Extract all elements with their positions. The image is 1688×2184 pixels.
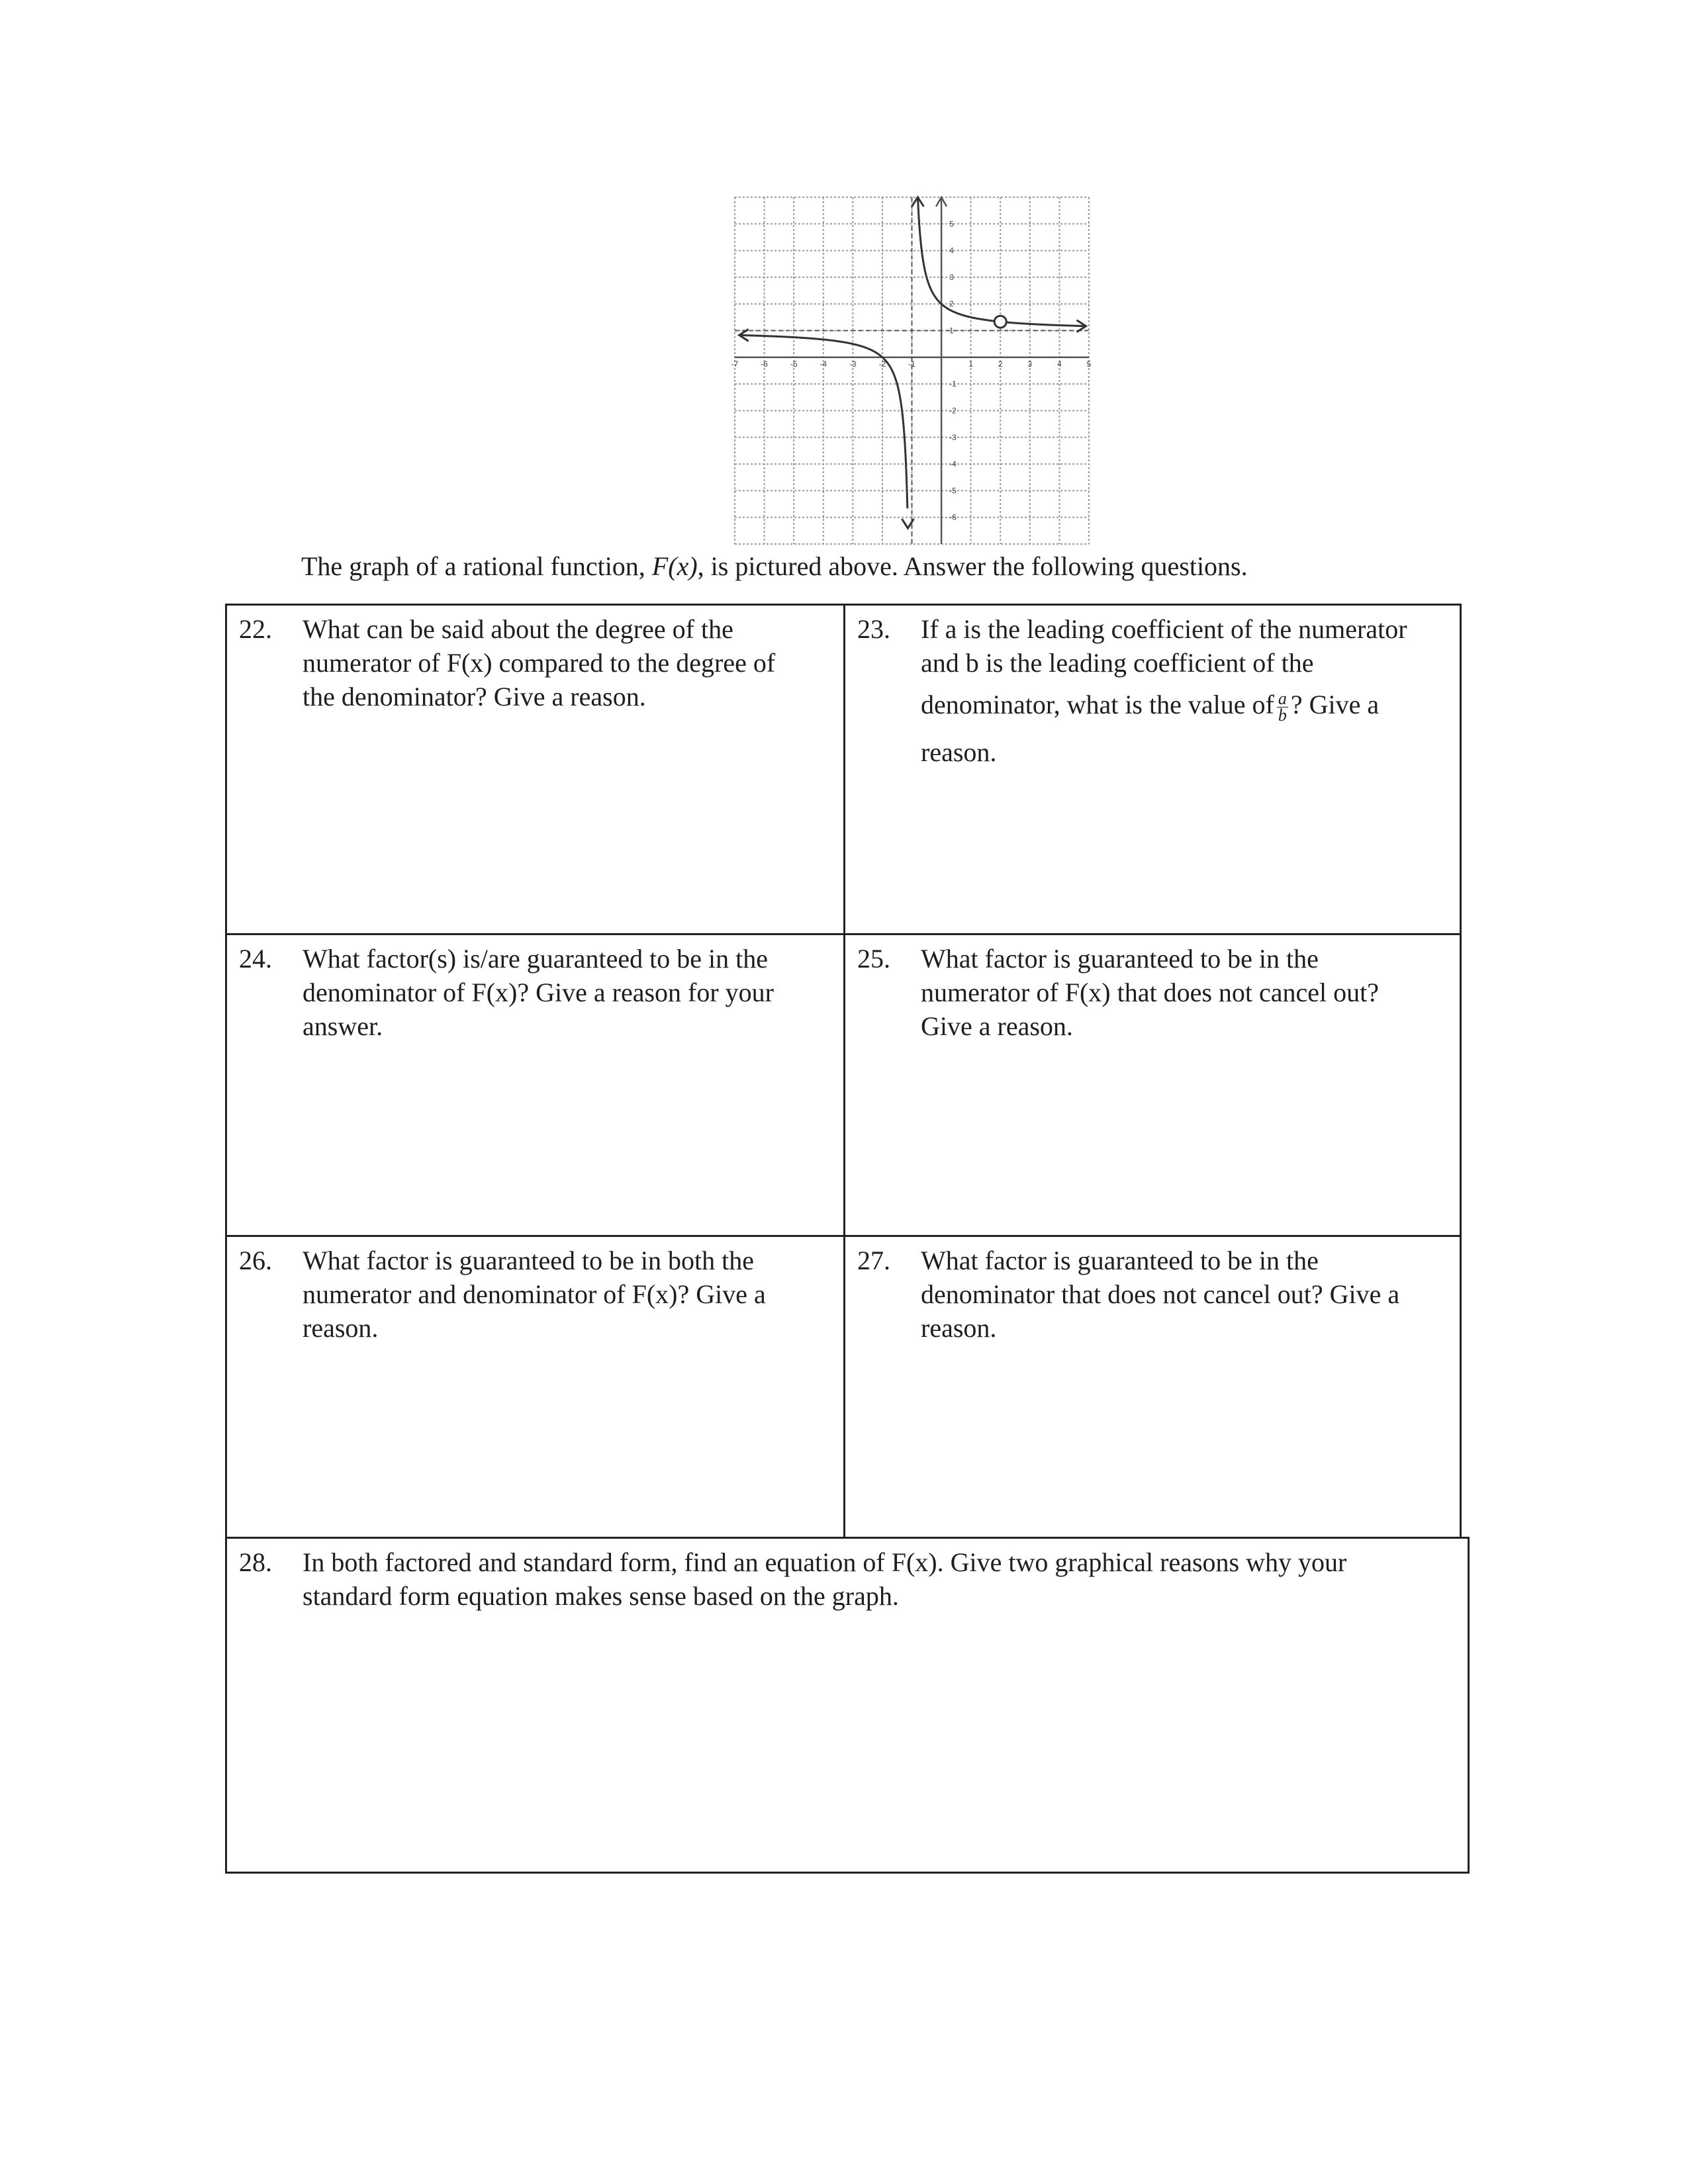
question-line: What can be said about the degree of the — [303, 614, 733, 644]
hole-open-circle — [994, 316, 1006, 328]
question-cell-25[interactable] — [843, 933, 1462, 1235]
y-tick-label: -5 — [949, 486, 957, 496]
question-line: numerator of F(x) compared to the degree of — [303, 648, 776, 678]
x-tick-label: -5 — [790, 359, 798, 369]
x-tick-label: -7 — [731, 359, 739, 369]
x-tick-label: 1 — [968, 359, 974, 369]
caption-prefix: The graph of a rational function, — [301, 551, 645, 581]
x-tick-label: 3 — [1027, 359, 1033, 369]
question-line: What factor is guaranteed to be in the — [921, 944, 1319, 974]
y-tick-label: 3 — [949, 272, 954, 282]
question-number: 22. — [239, 614, 272, 644]
question-text: ? Give a — [1290, 690, 1380, 719]
question-line: reason. — [921, 737, 997, 768]
question-line: Give a reason. — [921, 1011, 1073, 1041]
question-line: reason. — [303, 1313, 379, 1343]
x-tick-label: 2 — [998, 359, 1003, 369]
question-cell-22[interactable] — [225, 604, 843, 933]
question-number: 28. — [239, 1547, 272, 1577]
question-cell-24[interactable] — [225, 933, 843, 1235]
question-line: reason. — [921, 1313, 997, 1343]
right-branch-curve — [917, 197, 1086, 326]
y-tick-label: 1 — [949, 326, 954, 336]
question-line: What factor is guaranteed to be in both the — [303, 1246, 754, 1275]
graph-caption — [301, 551, 1248, 582]
x-tick-label: 5 — [1086, 359, 1092, 369]
y-tick-label: -2 — [949, 406, 957, 416]
rational-function-graph — [728, 192, 1099, 549]
question-line: numerator of F(x) that does not cancel out? — [921, 978, 1379, 1007]
question-line: denominator of F(x)? Give a reason for your — [303, 978, 774, 1007]
question-line: What factor is guaranteed to be in the — [921, 1246, 1319, 1275]
x-tick-label: -2 — [878, 359, 886, 369]
y-tick-label: 2 — [949, 299, 954, 309]
question-cell-27[interactable] — [843, 1235, 1462, 1537]
x-tick-label: -6 — [761, 359, 768, 369]
question-line: In both factored and standard form, find an equation of F(x). Give two graphical reasons why your — [303, 1547, 1347, 1577]
question-cell-26[interactable] — [225, 1235, 843, 1537]
question-number: 24. — [239, 944, 272, 974]
question-line: answer. — [303, 1011, 383, 1041]
caption-function: F(x) — [651, 551, 698, 581]
y-tick-label: 5 — [949, 219, 954, 229]
x-tick-label: -4 — [820, 359, 827, 369]
y-tick-label: 4 — [949, 246, 954, 255]
question-number: 27. — [857, 1246, 890, 1275]
question-number: 26. — [239, 1246, 272, 1275]
question-line: denominator that does not cancel out? Give a — [921, 1279, 1400, 1309]
fraction-numerator: a — [1278, 689, 1287, 709]
x-tick-label: -1 — [908, 359, 915, 369]
y-tick-label: -3 — [949, 432, 957, 442]
a-over-b-fraction — [1277, 691, 1288, 723]
y-tick-label: -4 — [949, 459, 957, 469]
question-cell-23[interactable] — [843, 604, 1462, 933]
caption-suffix: , is pictured above. Answer the following questions. — [697, 551, 1248, 581]
question-line: If a is the leading coefficient of the numerator — [921, 614, 1407, 644]
x-tick-label: 4 — [1057, 359, 1062, 369]
question-cell-28[interactable] — [225, 1537, 1470, 1874]
question-line: and b is the leading coefficient of the — [921, 648, 1314, 678]
y-tick-label: -1 — [949, 379, 957, 389]
y-tick-label: -6 — [949, 512, 957, 522]
question-line: What factor(s) is/are guaranteed to be in the — [303, 944, 769, 974]
question-number: 25. — [857, 944, 890, 974]
x-tick-label: -3 — [849, 359, 857, 369]
question-line: standard form equation makes sense based on the graph. — [303, 1581, 899, 1611]
question-line — [921, 688, 1445, 723]
question-text: denominator, what is the value of — [921, 690, 1274, 719]
question-number: 23. — [857, 614, 890, 644]
fraction-denominator: b — [1278, 705, 1287, 725]
question-line: the denominator? Give a reason. — [303, 682, 646, 711]
question-line: numerator and denominator of F(x)? Give a — [303, 1279, 766, 1309]
